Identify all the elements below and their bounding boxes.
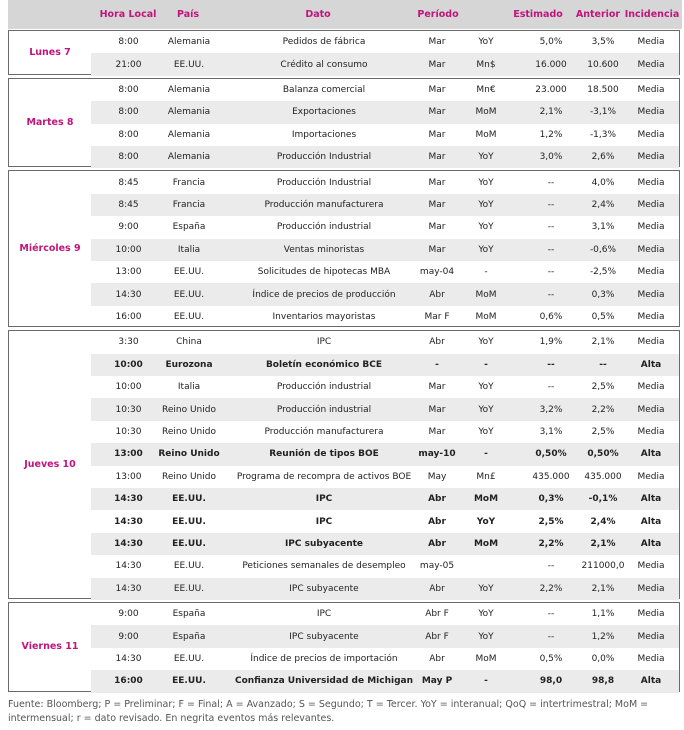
cell-anterior: 18.500 bbox=[587, 84, 619, 95]
cell-estimado: -- bbox=[547, 222, 555, 233]
table-row bbox=[91, 31, 679, 53]
cell-hora: 14:30 bbox=[115, 561, 142, 572]
footer-note: Fuente: Bloomberg; P = Preliminar; F = Final; A = Avanzado; S = Segundo; T = Tercer. YoY = interanual; QoQ = intertrimestral; MoM = intermensual; r = dato revisado. En negrita eventos más relevantes. bbox=[8, 699, 649, 724]
cell-pais: China bbox=[176, 337, 202, 348]
cell-incidencia: Alta bbox=[640, 676, 662, 687]
cell-unidad: YoY bbox=[478, 222, 494, 233]
cell-dato: Solicitudes de hipotecas MBA bbox=[257, 267, 391, 278]
day-label: Jueves 10 bbox=[24, 459, 76, 471]
cell-incidencia: Media bbox=[637, 107, 665, 118]
cell-estimado: 0,50% bbox=[535, 449, 567, 460]
cell-pais: EE.UU. bbox=[172, 516, 206, 527]
table-row bbox=[91, 443, 679, 465]
table-row bbox=[91, 578, 679, 600]
cell-incidencia: Alta bbox=[640, 538, 662, 549]
cell-dato: IPC bbox=[315, 494, 333, 505]
table-row bbox=[91, 510, 679, 532]
cell-unidad: - bbox=[484, 267, 488, 278]
table-row bbox=[91, 533, 679, 555]
cell-estimado: 1,2% bbox=[539, 129, 563, 140]
table-row bbox=[91, 146, 679, 168]
table-row bbox=[91, 194, 679, 216]
cell-hora: 14:30 bbox=[115, 583, 142, 594]
cell-incidencia: Media bbox=[637, 404, 665, 415]
cell-anterior: 2,1% bbox=[591, 337, 615, 348]
cell-pais: Eurozona bbox=[165, 359, 213, 370]
cell-hora: 10:00 bbox=[115, 244, 142, 255]
cell-unidad: MoM bbox=[473, 494, 499, 505]
cell-dato: Confianza Universidad de Michigan bbox=[234, 676, 413, 687]
cell-dato: Exportaciones bbox=[292, 107, 356, 118]
cell-incidencia: Media bbox=[637, 199, 665, 210]
cell-periodo: Mar bbox=[428, 177, 446, 188]
cell-incidencia: Media bbox=[637, 267, 665, 278]
cell-pais: EE.UU. bbox=[173, 59, 205, 70]
cell-hora: 8:45 bbox=[118, 177, 139, 188]
cell-periodo: Mar bbox=[428, 152, 446, 163]
cell-periodo: Abr bbox=[429, 653, 445, 664]
cell-anterior: 2,5% bbox=[591, 426, 615, 437]
cell-periodo: Abr bbox=[428, 538, 446, 549]
day-label: Miércoles 9 bbox=[19, 243, 81, 255]
cell-unidad: YoY bbox=[478, 244, 494, 255]
cell-dato: Reunión de tipos BOE bbox=[269, 449, 379, 460]
cell-estimado: -- bbox=[547, 244, 555, 255]
cell-dato: Boletín económico BCE bbox=[265, 359, 383, 370]
cell-incidencia: Media bbox=[637, 471, 665, 482]
day-group bbox=[8, 170, 680, 327]
cell-estimado: 2,5% bbox=[538, 516, 564, 527]
cell-hora: 10:00 bbox=[115, 382, 142, 393]
cell-periodo: Mar bbox=[428, 404, 446, 415]
cell-incidencia: Alta bbox=[640, 449, 662, 460]
cell-anterior: 0,50% bbox=[587, 449, 619, 460]
table-row bbox=[91, 398, 679, 420]
table-row bbox=[91, 124, 679, 146]
cell-unidad: Mn£ bbox=[476, 471, 496, 482]
cell-pais: EE.UU. bbox=[172, 538, 206, 549]
cell-periodo: may-10 bbox=[418, 449, 456, 460]
cell-dato: Producción industrial bbox=[276, 404, 372, 415]
cell-pais: Francia bbox=[172, 199, 206, 210]
cell-dato: Peticiones semanales de desempleo bbox=[242, 561, 406, 572]
cell-periodo: May P bbox=[421, 676, 453, 687]
cell-pais: España bbox=[172, 631, 206, 642]
cell-hora: 13:00 bbox=[115, 471, 142, 482]
day-group bbox=[8, 602, 680, 692]
cell-incidencia: Media bbox=[637, 129, 665, 140]
cell-unidad: YoY bbox=[478, 37, 494, 48]
day-group bbox=[8, 30, 680, 75]
cell-anterior: -2,5% bbox=[589, 267, 617, 278]
cell-estimado: 3,2% bbox=[539, 404, 563, 415]
cell-anterior: -0,1% bbox=[588, 494, 618, 505]
cell-dato: IPC subyacente bbox=[289, 583, 359, 594]
cell-unidad: - bbox=[484, 676, 488, 687]
cell-estimado: 0,6% bbox=[539, 311, 563, 322]
cell-unidad: MoM bbox=[475, 107, 497, 118]
cell-anterior: 2,1% bbox=[590, 538, 616, 549]
cell-anterior: -3,1% bbox=[589, 107, 617, 118]
cell-incidencia: Media bbox=[637, 337, 665, 348]
header-pais: País bbox=[176, 9, 200, 20]
cell-periodo: Mar bbox=[428, 199, 446, 210]
cell-estimado: 435.000 bbox=[532, 471, 570, 482]
cell-incidencia: Media bbox=[637, 37, 665, 48]
cell-unidad bbox=[456, 555, 516, 577]
cell-hora: 21:00 bbox=[115, 59, 142, 70]
cell-estimado: 2,2% bbox=[539, 583, 563, 594]
cell-unidad: YoY bbox=[478, 609, 494, 620]
table-row bbox=[91, 239, 679, 261]
cell-periodo: Mar bbox=[428, 84, 446, 95]
cell-periodo: Mar bbox=[428, 107, 446, 118]
table-row bbox=[91, 306, 679, 328]
cell-anterior: 0,3% bbox=[591, 289, 615, 300]
cell-incidencia: Media bbox=[637, 152, 665, 163]
cell-hora: 14:30 bbox=[115, 289, 142, 300]
table-row bbox=[91, 331, 679, 353]
cell-pais: Reino Unido bbox=[162, 404, 216, 415]
cell-periodo: Abr F bbox=[425, 631, 449, 642]
cell-hora: 9:00 bbox=[118, 609, 139, 620]
cell-dato: Ventas minoristas bbox=[283, 244, 365, 255]
cell-pais: Alemania bbox=[167, 37, 211, 48]
cell-anterior: 1,1% bbox=[591, 609, 615, 620]
cell-estimado: 0,5% bbox=[539, 653, 563, 664]
cell-periodo: Mar bbox=[428, 244, 446, 255]
cell-dato: IPC bbox=[316, 337, 332, 348]
cell-hora: 13:00 bbox=[115, 267, 142, 278]
table-row bbox=[91, 488, 679, 510]
table-row bbox=[91, 376, 679, 398]
cell-unidad: MoM bbox=[475, 311, 497, 322]
cell-anterior: 2,5% bbox=[591, 382, 615, 393]
day-group bbox=[8, 78, 680, 168]
table-row bbox=[91, 648, 679, 670]
cell-estimado: 3,1% bbox=[539, 426, 563, 437]
cell-pais: España bbox=[172, 222, 206, 233]
cell-unidad: YoY bbox=[476, 516, 496, 527]
cell-estimado: -- bbox=[547, 382, 555, 393]
cell-unidad: YoY bbox=[478, 404, 494, 415]
table-row bbox=[91, 555, 679, 577]
cell-estimado: -- bbox=[547, 289, 555, 300]
cell-pais: Reino Unido bbox=[162, 471, 216, 482]
day-label: Martes 8 bbox=[26, 117, 74, 129]
cell-periodo: - bbox=[435, 359, 439, 370]
cell-unidad: YoY bbox=[478, 177, 494, 188]
cell-incidencia: Media bbox=[637, 289, 665, 300]
cell-unidad: YoY bbox=[478, 583, 494, 594]
cell-anterior: 10.600 bbox=[587, 59, 619, 70]
cell-anterior: 2,1% bbox=[591, 583, 615, 594]
cell-estimado: 0,3% bbox=[538, 494, 564, 505]
cell-hora: 8:45 bbox=[118, 199, 139, 210]
cell-pais: Italia bbox=[177, 244, 201, 255]
cell-dato: Inventarios mayoristas bbox=[272, 311, 376, 322]
cell-periodo: Abr F bbox=[425, 609, 449, 620]
cell-hora: 3:30 bbox=[118, 337, 139, 348]
cell-dato: Programa de recompra de activos BOE bbox=[236, 471, 412, 482]
cell-incidencia: Media bbox=[637, 222, 665, 233]
cell-hora: 14:30 bbox=[115, 653, 142, 664]
table-row bbox=[91, 625, 679, 647]
cell-incidencia: Media bbox=[637, 561, 665, 572]
cell-anterior: -1,3% bbox=[589, 129, 617, 140]
cell-pais: Alemania bbox=[167, 84, 211, 95]
cell-anterior: 435.000 bbox=[584, 471, 622, 482]
cell-incidencia: Alta bbox=[640, 359, 662, 370]
cell-dato: Producción industrial bbox=[276, 222, 372, 233]
cell-anterior: 3,5% bbox=[591, 37, 615, 48]
cell-periodo: Mar bbox=[428, 382, 446, 393]
cell-periodo: May bbox=[427, 471, 447, 482]
cell-hora: 14:30 bbox=[114, 538, 143, 549]
cell-hora: 8:00 bbox=[118, 37, 139, 48]
cell-periodo: Abr bbox=[429, 337, 445, 348]
cell-incidencia: Media bbox=[637, 177, 665, 188]
header-incidencia: Incidencia bbox=[624, 9, 680, 20]
cell-anterior: 2,6% bbox=[591, 152, 615, 163]
cell-hora: 8:00 bbox=[118, 152, 139, 163]
cell-estimado: 2,2% bbox=[538, 538, 564, 549]
cell-anterior: 2,4% bbox=[591, 199, 615, 210]
cell-dato: Importaciones bbox=[291, 129, 357, 140]
cell-pais: Alemania bbox=[167, 107, 211, 118]
cell-incidencia: Media bbox=[637, 382, 665, 393]
cell-estimado: 23.000 bbox=[535, 84, 567, 95]
cell-incidencia: Media bbox=[637, 653, 665, 664]
cell-pais: EE.UU. bbox=[173, 289, 205, 300]
cell-periodo: may-05 bbox=[419, 561, 455, 572]
cell-pais: EE.UU. bbox=[173, 653, 205, 664]
cell-dato: Crédito al consumo bbox=[280, 59, 368, 70]
cell-estimado: 2,1% bbox=[539, 107, 563, 118]
header-dato: Dato bbox=[305, 9, 331, 20]
cell-periodo: Abr bbox=[428, 494, 446, 505]
cell-estimado: 16.000 bbox=[535, 59, 567, 70]
header-hora: Hora Local bbox=[99, 9, 157, 20]
cell-unidad: Mn€ bbox=[476, 84, 496, 95]
cell-estimado: -- bbox=[547, 267, 555, 278]
cell-hora: 8:00 bbox=[118, 84, 139, 95]
table-row bbox=[91, 603, 679, 625]
cell-estimado: -- bbox=[547, 359, 555, 370]
cell-pais: Francia bbox=[172, 177, 206, 188]
cell-estimado: -- bbox=[547, 609, 555, 620]
header-anterior: Anterior bbox=[575, 9, 621, 20]
cell-anterior: 1,2% bbox=[591, 631, 615, 642]
cell-anterior: -- bbox=[599, 359, 607, 370]
cell-unidad: YoY bbox=[478, 426, 494, 437]
table-row bbox=[91, 354, 679, 376]
cell-incidencia: Media bbox=[637, 59, 665, 70]
table-row bbox=[91, 171, 679, 193]
table-row bbox=[91, 101, 679, 123]
cell-pais: Italia bbox=[177, 382, 201, 393]
cell-dato: Índice de precios de importación bbox=[250, 653, 398, 664]
cell-estimado: -- bbox=[547, 561, 555, 572]
day-label: Lunes 7 bbox=[29, 46, 71, 58]
table-row bbox=[91, 670, 679, 692]
cell-anterior: 3,1% bbox=[591, 222, 615, 233]
table-row bbox=[91, 216, 679, 238]
cell-hora: 16:00 bbox=[114, 676, 143, 687]
cell-periodo: Abr bbox=[429, 289, 445, 300]
cell-hora: 14:30 bbox=[114, 516, 143, 527]
cell-pais: España bbox=[172, 609, 206, 620]
day-label: Viernes 11 bbox=[21, 641, 79, 653]
cell-hora: 10:30 bbox=[115, 426, 142, 437]
table-header bbox=[8, 0, 682, 29]
cell-hora: 14:30 bbox=[114, 494, 143, 505]
table-row bbox=[91, 466, 679, 488]
cell-incidencia: Media bbox=[637, 311, 665, 322]
cell-dato: Producción Industrial bbox=[276, 177, 372, 188]
cell-dato: Índice de precios de producción bbox=[252, 289, 396, 300]
cell-hora: 10:30 bbox=[115, 404, 142, 415]
cell-pais: EE.UU. bbox=[173, 311, 205, 322]
cell-pais: Alemania bbox=[167, 129, 211, 140]
cell-anterior: 0,0% bbox=[591, 653, 615, 664]
cell-dato: Balanza comercial bbox=[282, 84, 366, 95]
cell-hora: 9:00 bbox=[118, 222, 139, 233]
cell-hora: 8:00 bbox=[118, 129, 139, 140]
cell-unidad: MoM bbox=[475, 129, 497, 140]
cell-anterior: 2,4% bbox=[590, 516, 616, 527]
cell-anterior: 98,8 bbox=[591, 676, 615, 687]
cell-unidad: MoM bbox=[475, 289, 497, 300]
cell-periodo: Mar F bbox=[424, 311, 450, 322]
cell-estimado: 98,0 bbox=[539, 676, 563, 687]
cell-periodo: Mar bbox=[428, 129, 446, 140]
cell-unidad: Mn$ bbox=[476, 59, 496, 70]
cell-incidencia: Media bbox=[637, 84, 665, 95]
cell-pais: Reino Unido bbox=[158, 449, 220, 460]
cell-unidad: - bbox=[484, 449, 488, 460]
cell-unidad: YoY bbox=[478, 152, 494, 163]
cell-periodo: Mar bbox=[428, 426, 446, 437]
cell-estimado: -- bbox=[547, 631, 555, 642]
cell-dato: Producción Industrial bbox=[276, 152, 372, 163]
cell-hora: 9:00 bbox=[118, 631, 139, 642]
cell-hora: 10:00 bbox=[114, 359, 143, 370]
cell-incidencia: Media bbox=[637, 426, 665, 437]
cell-unidad: - bbox=[484, 359, 488, 370]
cell-incidencia: Alta bbox=[640, 494, 662, 505]
cell-unidad: YoY bbox=[478, 337, 494, 348]
table-row bbox=[91, 283, 679, 305]
cell-periodo: Mar bbox=[428, 37, 446, 48]
table-row bbox=[91, 261, 679, 283]
cell-unidad: YoY bbox=[478, 382, 494, 393]
cell-dato: Pedidos de fábrica bbox=[282, 37, 366, 48]
cell-anterior: 2,2% bbox=[591, 404, 615, 415]
cell-hora: 16:00 bbox=[115, 311, 142, 322]
cell-anterior: 0,5% bbox=[591, 311, 615, 322]
cell-periodo: Mar bbox=[428, 222, 446, 233]
cell-pais: EE.UU. bbox=[173, 583, 205, 594]
cell-dato: IPC subyacente bbox=[284, 538, 364, 549]
cell-periodo: Mar bbox=[428, 59, 446, 70]
table-row bbox=[91, 421, 679, 443]
cell-incidencia: Media bbox=[637, 583, 665, 594]
cell-unidad: YoY bbox=[478, 631, 494, 642]
cell-pais: Alemania bbox=[167, 152, 211, 163]
table-row bbox=[91, 79, 679, 101]
cell-dato: IPC subyacente bbox=[289, 631, 359, 642]
cell-estimado: 5,0% bbox=[539, 37, 563, 48]
cell-pais: EE.UU. bbox=[173, 561, 205, 572]
cell-unidad: MoM bbox=[473, 538, 499, 549]
cell-periodo: Abr bbox=[428, 516, 446, 527]
cell-incidencia: Media bbox=[637, 609, 665, 620]
cell-dato: Producción industrial bbox=[276, 382, 372, 393]
cell-anterior: -0,6% bbox=[589, 244, 617, 255]
cell-dato: IPC bbox=[316, 609, 332, 620]
cell-dato: Producción manufacturera bbox=[264, 199, 384, 210]
header-periodo: Período bbox=[417, 9, 459, 20]
cell-hora: 8:00 bbox=[118, 107, 139, 118]
table-row bbox=[91, 53, 679, 75]
cell-unidad: MoM bbox=[475, 653, 497, 664]
cell-periodo: Abr bbox=[429, 583, 445, 594]
cell-anterior: 211000,0 bbox=[581, 561, 625, 572]
cell-hora: 13:00 bbox=[114, 449, 143, 460]
cell-dato: Producción manufacturera bbox=[264, 426, 384, 437]
cell-unidad: YoY bbox=[478, 199, 494, 210]
cell-pais: EE.UU. bbox=[173, 267, 205, 278]
cell-estimado: -- bbox=[547, 177, 555, 188]
cell-periodo: may-04 bbox=[419, 267, 455, 278]
cell-dato: IPC bbox=[315, 516, 333, 527]
cell-incidencia: Media bbox=[637, 244, 665, 255]
cell-incidencia: Media bbox=[637, 631, 665, 642]
cell-estimado: -- bbox=[547, 199, 555, 210]
cell-estimado: 1,9% bbox=[539, 337, 563, 348]
day-group bbox=[8, 330, 680, 599]
header-estimado: Estimado bbox=[513, 9, 563, 20]
cell-pais: Reino Unido bbox=[162, 426, 216, 437]
cell-pais: EE.UU. bbox=[172, 494, 206, 505]
cell-anterior: 4,0% bbox=[591, 177, 615, 188]
cell-estimado: 3,0% bbox=[539, 152, 563, 163]
cell-incidencia: Alta bbox=[640, 516, 662, 527]
cell-pais: EE.UU. bbox=[172, 676, 206, 687]
